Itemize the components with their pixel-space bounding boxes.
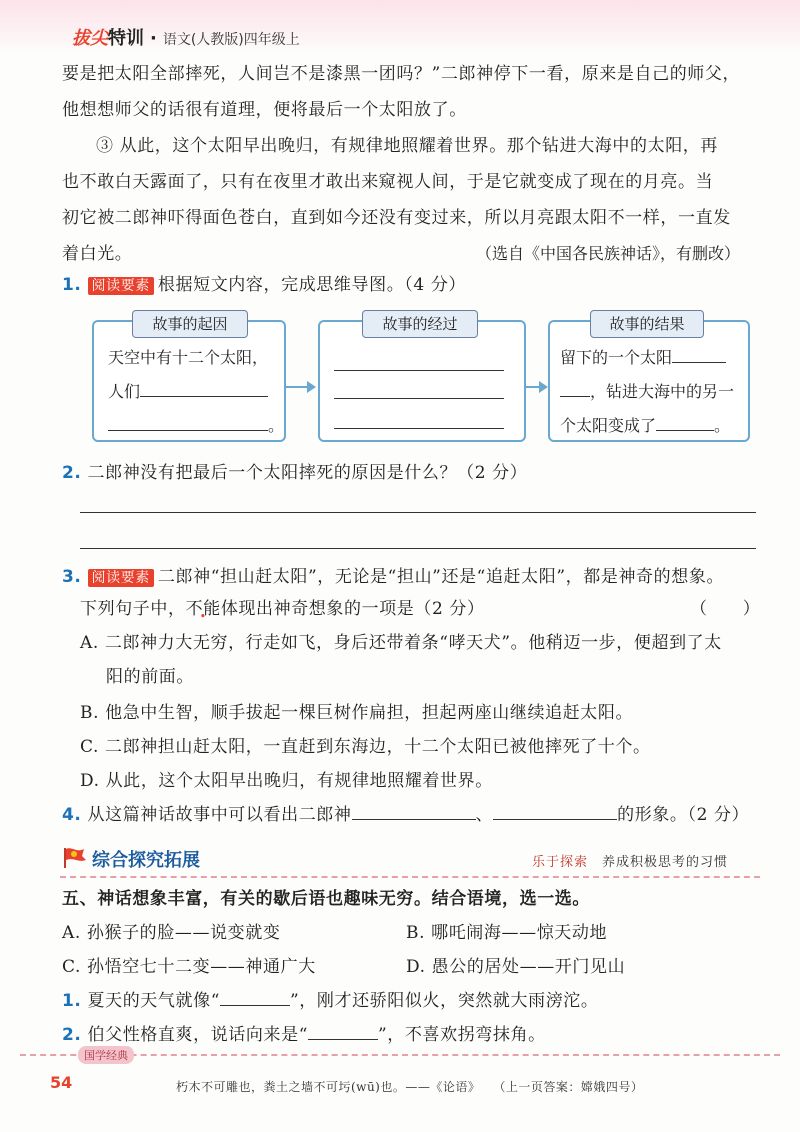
- option-b: B. 他急中生智，顺手拔起一棵巨树作扁担，担起两座山继续追赶太阳。: [80, 703, 634, 723]
- passage-line-4: 也不敢白天露面了，只有在夜里才敢出来窥视人间，于是它就变成了现在的月亮。当: [62, 172, 714, 192]
- passage-line-5: 初它被二郎神吓得面色苍白，直到如今还没有变过来，所以月亮跟太阳不一样，一直发: [62, 208, 731, 228]
- answer-blank-result-2[interactable]: [560, 396, 590, 397]
- option-a-line2: 阳的前面。: [106, 667, 194, 687]
- question-4-number: 4.: [62, 805, 82, 825]
- question-2-number: 2.: [62, 463, 82, 483]
- question-3-answer-paren[interactable]: （ ）: [690, 599, 761, 619]
- answer-blank-cause-2[interactable]: [108, 430, 268, 431]
- question-1-text: 根据短文内容，完成思维导图。（4 分）: [157, 275, 467, 295]
- passage-source: （选自《中国各民族神话》，有删改）: [476, 244, 741, 263]
- question-3-text2a: 下列句子中，: [80, 599, 186, 619]
- option-c: C. 二郎神担山赶太阳，一直赶到东海边，十二个太阳已被他摔死了十个。: [80, 737, 651, 757]
- subject-label: 语文(人教版)四年级上: [162, 32, 300, 48]
- answer-line-q2-2[interactable]: [80, 548, 756, 549]
- mindmap-cause-line1: 天空中有十二个太阳，: [108, 348, 269, 367]
- answer-blank-result-1[interactable]: [672, 362, 726, 363]
- brand-logo-a: 拔尖: [72, 28, 108, 49]
- question-5-sub-1-text-b: ”，刚才还骄阳似火，突然就大雨滂沱。: [290, 991, 599, 1011]
- passage-line-6: 着白光。: [62, 244, 133, 264]
- question-3-text2c: 体现出神奇想象的一项是（2 分）: [220, 599, 485, 619]
- footer-divider: [20, 1054, 780, 1056]
- mindmap-cause-title: 故事的起因: [132, 310, 248, 338]
- footer-quote-text: 朽木不可雕也，粪土之墙不可圬(wū)也。——《论语》: [176, 1080, 475, 1094]
- mindmap-result-end: 。: [714, 416, 731, 435]
- section-motto-b: 养成积极思考的习惯: [602, 855, 729, 870]
- mindmap-result-label-3: 个太阳变成了: [560, 416, 657, 435]
- question-4-sep: 、: [475, 805, 494, 825]
- question-2: [62, 458, 527, 488]
- passage-line-2: 他想想师父的话很有道理，便将最后一个太阳放了。: [62, 100, 467, 120]
- mindmap-result-label-1: 留下的一个太阳: [560, 348, 673, 367]
- mindmap-cause-line2: [108, 375, 268, 409]
- mindmap-arrow-1: [284, 386, 314, 388]
- option-a-line1: A. 二郎神力大无穷，行走如飞，身后还带着条“哮天犬”。他稍迈一步，便超到了太: [80, 633, 722, 653]
- question-1-number: 1.: [62, 275, 82, 295]
- mindmap-arrow-2: [524, 386, 546, 388]
- idiom-option-b: B. 哪吒闹海——惊天动地: [406, 923, 608, 943]
- mindmap-result-line2: [560, 375, 734, 409]
- question-3: [62, 562, 724, 593]
- idiom-option-a: A. 孙猴子的脸——说变就变: [62, 923, 281, 943]
- idiom-option-c: C. 孙悟空七十二变——神通广大: [62, 957, 316, 977]
- question-5-sub-1-number: 1.: [62, 991, 82, 1011]
- mindmap-result-label-2: ，钻进大海中的另一: [590, 382, 735, 401]
- mindmap-process-title: 故事的经过: [362, 310, 478, 338]
- passage-line-3: ③ 从此，这个太阳早出晚归，有规律地照耀着世界。那个钻进大海中的太阳，再: [96, 136, 719, 156]
- question-3-tag: 阅读要素: [88, 569, 154, 587]
- mindmap-cause-end: 。: [268, 416, 285, 435]
- question-5-sub-2: [62, 1020, 546, 1050]
- footer-quote: [176, 1078, 643, 1095]
- mindmap-result-line3: [560, 409, 730, 443]
- passage-line-1: 要是把太阳全部摔死，人间岂不是漆黑一团吗？”二郎神停下一看，原来是自己的师父，: [62, 64, 741, 84]
- answer-blank-q5-2[interactable]: [308, 1039, 378, 1040]
- question-5-sub-2-text-b: ”，不喜欢拐弯抹角。: [378, 1025, 546, 1045]
- mindmap-cause-line3: [108, 409, 284, 443]
- question-5-sub-2-number: 2.: [62, 1025, 82, 1045]
- answer-blank-q4-2[interactable]: [493, 819, 617, 820]
- header-brand: [72, 24, 300, 50]
- answer-blank-result-3[interactable]: [656, 430, 714, 431]
- question-4: [62, 800, 749, 830]
- question-5-sub-2-text-a: 伯父性格直爽，说话向来是“: [87, 1025, 308, 1045]
- answer-line-process-3[interactable]: [334, 428, 504, 429]
- question-3-text: 二郎神“担山赶太阳”，无论是“担山”还是“追赶太阳”，都是神奇的想象。: [157, 567, 725, 587]
- question-5-sub-1: [62, 986, 599, 1016]
- answer-blank-q5-1[interactable]: [220, 1005, 290, 1006]
- question-5-sub-1-text-a: 夏天的天气就像“: [87, 991, 220, 1011]
- page-number: 54: [50, 1073, 73, 1092]
- question-4-text-b: 的形象。（2 分）: [617, 805, 750, 825]
- section-motto-a: 乐于探索: [532, 855, 589, 870]
- mindmap-box-process: [318, 320, 526, 442]
- section-title: 综合探究拓展: [92, 850, 200, 871]
- brand-dot: ·: [150, 28, 157, 49]
- option-d: D. 从此，这个太阳早出晚归，有规律地照耀着世界。: [80, 771, 493, 791]
- question-3-line2: [80, 594, 485, 624]
- answer-line-q2-1[interactable]: [80, 512, 756, 513]
- footer-tag: 国学经典: [78, 1046, 134, 1064]
- question-1-tag: 阅读要素: [88, 277, 154, 295]
- question-2-text: 二郎神没有把最后一个太阳摔死的原因是什么？（2 分）: [87, 463, 528, 483]
- section-motto: [532, 851, 728, 870]
- question-3-number: 3.: [62, 567, 82, 587]
- question-4-text-a: 从这篇神话故事中可以看出二郎神: [87, 805, 352, 825]
- mindmap-cause-label: 人们: [108, 382, 141, 401]
- footer-answer: （上一页答案：嫦娥四号）: [499, 1080, 644, 1094]
- question-3-emphasis: 不能: [185, 599, 221, 619]
- answer-line-process-2[interactable]: [334, 398, 504, 399]
- mindmap-result-title: 故事的结果: [590, 310, 704, 338]
- mindmap-result-line1: [560, 341, 726, 375]
- flag-icon: [62, 846, 88, 874]
- question-5-title: 五、神话想象丰富，有关的歇后语也趣味无穷。结合语境，选一选。: [62, 889, 590, 909]
- answer-line-process-1[interactable]: [334, 370, 504, 371]
- brand-logo-b: 特训: [108, 28, 144, 49]
- answer-blank-cause-1[interactable]: [140, 396, 268, 397]
- answer-blank-q4-1[interactable]: [352, 819, 476, 820]
- idiom-option-d: D. 愚公的居处——开门见山: [406, 957, 626, 977]
- question-1: [62, 270, 466, 301]
